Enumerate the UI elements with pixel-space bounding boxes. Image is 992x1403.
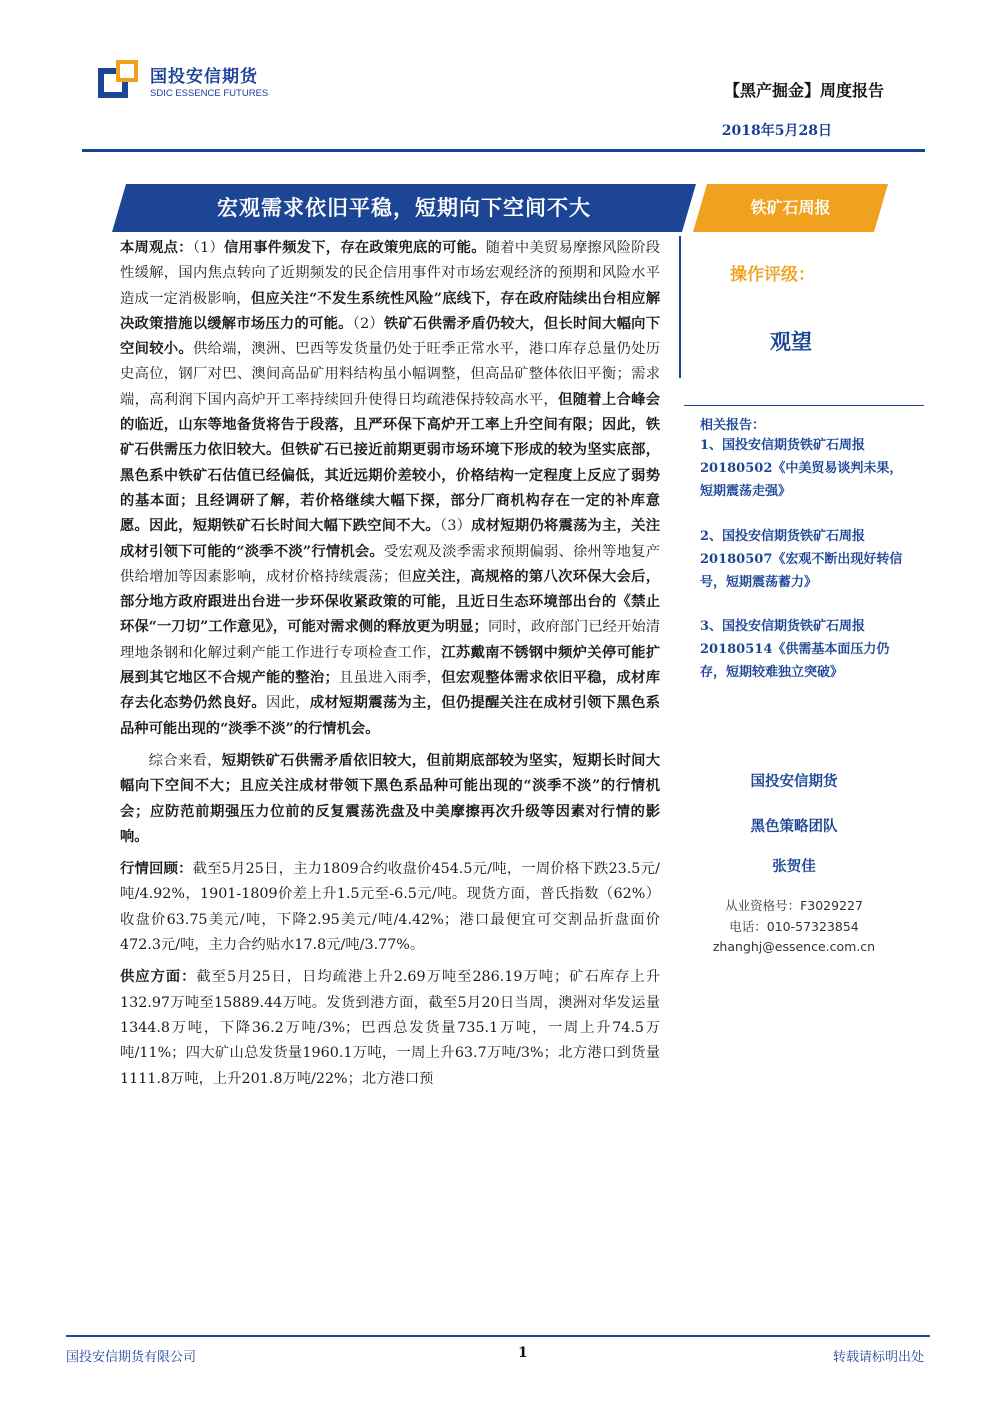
phone-number: 电话：010-57323854 bbox=[729, 919, 859, 934]
supply-label: 供应方面： bbox=[120, 969, 197, 986]
header-divider bbox=[82, 149, 925, 152]
footer-company: 国投安信期货有限公司 bbox=[66, 1350, 197, 1365]
rating-value: 观望 bbox=[770, 329, 812, 354]
report-type: 【黑产掘金】周度报告 bbox=[723, 81, 884, 100]
team-name: 黑色策略团队 bbox=[750, 818, 838, 835]
related-report-link[interactable]: 1、国投安信期货铁矿石周报20180502《中美贸易谈判未果，短期震荡走强》 bbox=[700, 438, 903, 499]
related-report-link[interactable]: 3、国投安信期货铁矿石周报20180514《供需基本面压力仍存，短期较难独立突破》 bbox=[700, 619, 890, 680]
rating-label: 操作评级： bbox=[730, 265, 815, 285]
org-name: 国投安信期货 bbox=[750, 773, 838, 790]
logo-en-text: SDIC ESSENCE FUTURES bbox=[150, 88, 269, 99]
supply-paragraph: 供应方面：截至5月25日，日均疏港上升2.69万吨至286.19万吨；矿石库存上升132.97万吨至15889.44万吨。发货到港方面，截至5月20日当周，澳洲对华发运量1344.8万吨，下降36.2万吨/3%；巴西总发货量735.1万吨，一周上升74.5万吨/11%；四大矿山总发货量1960.1万吨，一周上升63.7万吨/3%；北方港口到货量1111.8万吨，上升201.8万吨/22%；北方港口预 bbox=[120, 969, 661, 1087]
license-number: 从业资格号：F3029227 bbox=[725, 898, 863, 913]
logo-mark-icon bbox=[96, 58, 140, 102]
market-review-label: 行情回顾： bbox=[120, 861, 193, 878]
email-link[interactable]: zhanghj@essence.com.cn bbox=[712, 939, 876, 954]
footer-notice: 转载请标明出处 bbox=[832, 1350, 924, 1365]
sidebar-divider bbox=[679, 236, 681, 378]
related-report-link[interactable]: 2、国投安信期货铁矿石周报20180507《宏观不断出现好转信号，短期震荡蓄力》 bbox=[700, 529, 903, 590]
related-divider bbox=[684, 405, 924, 406]
logo-cn-text: 国投安信期货 bbox=[150, 67, 258, 87]
report-date: 2018年5月28日 bbox=[721, 123, 832, 139]
main-content bbox=[120, 236, 660, 1092]
summary-paragraph: 综合来看，短期铁矿石供需矛盾依旧较大，但前期底部较为坚实，短期长时间大幅向下空间不大；且应关注成材带领下黑色系品种可能出现的“淡季不淡”的行情机会；应防范前期强压力位前的反复震荡洗盘及中美摩擦再次升级等因素对行情的影响。 bbox=[120, 752, 661, 845]
report-title: 宏观需求依旧平稳，短期向下空间不大 bbox=[217, 195, 591, 220]
footer-divider bbox=[66, 1335, 930, 1337]
report-category: 铁矿石周报 bbox=[750, 198, 831, 217]
company-logo bbox=[96, 58, 286, 104]
analyst-name: 张贺佳 bbox=[772, 858, 816, 875]
related-reports-label: 相关报告： bbox=[700, 418, 766, 433]
view-paragraph: 本周观点：（1）信用事件频发下，存在政策兜底的可能。随着中美贸易摩擦风险阶段性缓解，国内焦点转向了近期频发的民企信用事件对市场宏观经济的预期和风险水平造成一定消极影响，但应关注“不发生系统性风险”底线下，存在政府陆续出台相应解决政策措施以缓解市场压力的可能。（2）铁矿石供需矛盾仍较大，但长时间大幅向下空间较小。供给端，澳洲、巴西等发货量仍处于旺季正常水平，港口库存总量仍处历史高位，钢厂对巴、澳间高品矿用料结构虽小幅调整，但高品矿整体依旧平衡；需求端，高利润下国内高炉开工率持续回升使得日均疏港保持较高水平，但随着上合峰会的临近，山东等地备货将告于段落，且严环保下高炉开工率上升空间有限；因此，铁矿石供需压力依旧较大。但铁矿石已接近前期更弱市场环境下形成的较为坚实底部，黑色系中铁矿石估值已经偏低，其近远期价差较小，价格结构一定程度上反应了弱势的基本面；且经调研了解，若价格继续大幅下探，部分厂商机构存在一定的补库意愿。因此，短期铁矿石长时间大幅下跌空间不大。（3）成材短期仍将震荡为主，关注成材引领下可能的“淡季不淡”行情机会。受宏观及淡季需求预期偏弱、徐州等地复产供给增加等因素影响，成材价格持续震荡；但应关注，高规格的第八次环保大会后，部分地方政府跟进出台进一步环保收紧政策的可能，且近日生态环境部出台的《禁止环保“一刀切”工作意见》，可能对需求侧的释放更为明显；同时，政府部门已经开始清理地条钢和化解过剩产能工作进行专项检查工作，江苏戴南不锈钢中频炉关停可能扩展到其它地区不合规产能的整治；且虽进入雨季，但宏观整体需求依旧平稳，成材库存去化态势仍然良好。因此，成材短期震荡为主，但仍提醒关注在成材引领下黑色系品种可能出现的“淡季不淡”的行情机会。 bbox=[120, 240, 661, 737]
page-number: 1 bbox=[518, 1345, 528, 1361]
market-review-paragraph: 行情回顾：截至5月25日，主力1809合约收盘价454.5元/吨，一周价格下跌23.5元/吨/4.92%，1901-1809价差上升1.5元至-6.5元/吨。现货方面，普氏指数（62%）收盘价63.75美元/吨，下降2.95美元/吨/4.42%；港口最便宜可交割品折盘面价472.3元/吨，主力合约贴水17.8元/吨/3.77%。 bbox=[120, 861, 660, 954]
view-label: 本周观点： bbox=[120, 240, 193, 256]
